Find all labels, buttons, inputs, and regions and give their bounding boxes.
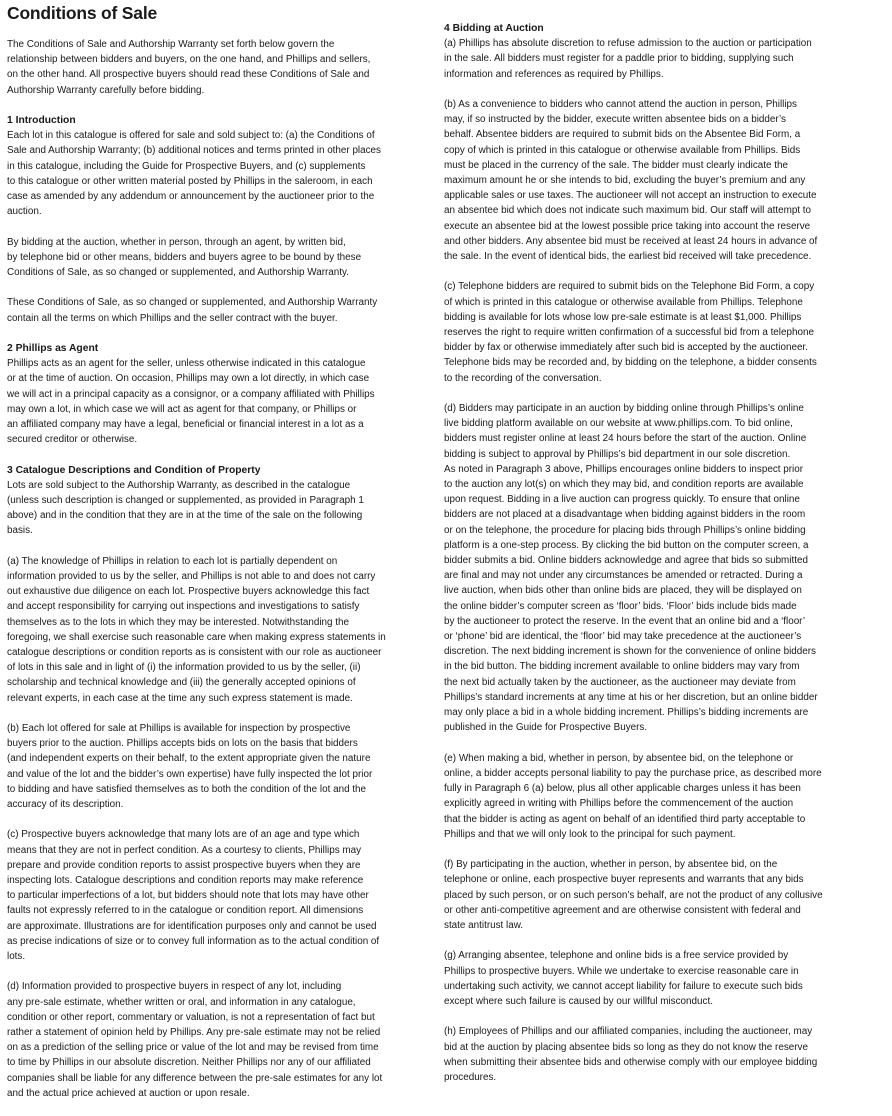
clause-paragraph: (a) The knowledge of Phillips in relation to each lot is partially dependent on information provided to us by the seller, and Phillips is not able to and does not carry out exhaustive due diligence on each lot. Prospective buyers acknowledge this fact and accept responsibility for carrying out inspections and investigations to satisfy themselves as to the lots in which they may be interested. Notwithstanding the foregoing, we shall exercise such reasonable care when making express statements in catalogue descriptions or condition reports as is consistent with our role as auctioneer of lots in this sale and in light of (i) the information provided to us by the seller, (ii) scholarship and technical knowledge and (iii) the generally accepted opinions of relevant experts, in each case at the time any such express statement is made. [7,555,386,704]
section-heading: 1 Introduction [7,115,76,126]
section-paragraph: These Conditions of Sale, as so changed or supplemented, and Authorship Warranty contain all the terms on which Phillips and the seller contract with the buyer. [7,297,378,324]
clause-paragraph: (g) Arranging absentee, telephone and online bids is a free service provided by Phillips to prospective buyers. While we undertake to exercise reasonable care in undertaking such activity, we cannot accept liability for failure to execute such bids except where such failure is caused by our willful misconduct. [444,950,803,1007]
clause-paragraph: (h) Employees of Phillips and our affiliated companies, including the auctioneer, may bid at the auction by placing absentee bids so long as they do not know the reserve when submitting their absentee bids and otherwise comply with our employee bidding procedures. [444,1026,818,1083]
section-paragraph: Phillips acts as an agent for the seller, unless otherwise indicated in this catalogue or at the time of auction. On occasion, Phillips may own a lot directly, in which case we will act in a principal capacity as a consignor, or a company affiliated with Phillips may own a lot, in which case we will act as agent for that company, or Phillips or an affiliated company may have a legal, beneficial or financial interest in a lot as a secured creditor or otherwise. [7,358,375,446]
intro-paragraph: The Conditions of Sale and Authorship Warranty set forth below govern the relationship between bidders and buyers, on the one hand, and Phillips and sellers, on the other hand. All prospective buyers should read these Conditions of Sale and Authorship Warranty carefully before bidding. [7,39,371,96]
clause-paragraph: (a) Phillips has absolute discretion to refuse admission to the auction or participation in the sale. All bidders must register for a paddle prior to bidding, supplying such information and references as required by Phillips. [444,38,812,80]
section-heading: 4 Bidding at Auction [444,23,544,34]
right-column [444,21,864,1100]
section-heading: 3 Catalogue Descriptions and Condition of Property [7,464,261,476]
clause-paragraph: (b) Each lot offered for sale at Phillips is available for inspection by prospective buyers prior to the auction. Phillips accepts bids on lots on the basis that bidders (and independent experts on their behalf, to the extent appropriate given the nature and value of the lot and the bidder’s own expertise) have fully inspected the lot prior to bidding and have satisfied themselves as to both the condition of the lot and the accuracy of its description. [7,723,373,811]
section-paragraph: Each lot in this catalogue is offered for sale and sold subject to: (a) the Conditions of Sale and Authorship Warranty; (b) additional notices and terms printed in other places in this catalogue, including the Guide for Prospective Buyers, and (c) supplements to this catalogue or other written material posted by Phillips in the saleroom, in each case as amended by any addendum or announcement by the auctioneer prior to the auction. [7,130,381,218]
clause-paragraph: (d) Information provided to prospective buyers in respect of any lot, including any pre-sale estimate, whether written or oral, and information in any catalogue, condition or other report, commentary or valuation, is not a representation of fact but rather a statement of opinion held by Phillips. Any pre-sale estimate may not be relied on as a prediction of the selling price or value of the lot and may be revised from time to time by Phillips in our absolute discretion. Neither Phillips nor any of our affiliated companies shall be liable for any difference between the pre-sale estimates for any lot and the actual price achieved at auction or upon resale. [7,981,383,1099]
section-paragraph: Lots are sold subject to the Authorship Warranty, as described in the catalogue (unless such description is changed or supplemented, as provided in Paragraph 1 above) and in the condition that they are in at the time of the sale on the following basis. [7,479,364,537]
section-phillips-as-agent [7,341,425,447]
section-bidding-at-auction [444,21,864,1085]
clause-paragraph: (f) By participating in the auction, whether in person, by absentee bid, on the telephone or online, each prospective buyer represents and warrants that any bids placed by such person, or on such person’s behalf, are not the product of any collusive or other anti-competitive agreement and are otherwise consistent with federal and state antitrust law. [444,859,823,931]
clause-paragraph: (b) As a convenience to bidders who cannot attend the auction in person, Phillips may, if so instructed by the bidder, execute written absentee bids on a bidder’s behalf. Absentee bidders are required to submit bids on the Absentee Bid Form, a copy of which is printed in this catalogue or otherwise available from Phillips. Bids must be placed in the currency of the sale. The bidder must clearly indicate the maximum amount he or she intends to bid, excluding the buyer’s premium and any applicable sales or use taxes. The auctioneer will not accept an instruction to execute an absentee bid which does not indicate such maximum bid. Our staff will attempt to execute an absentee bid at the lowest possible price taking into account the reserve and other bidders. Any absentee bid must be received at least 24 hours in advance of the sale. In the event of identical bids, the earliest bid received will take precedence. [444,99,818,263]
clause-paragraph: (d) Bidders may participate in an auction by bidding online through Phillips’s online live bidding platform available on our website at www.phillips.com. To bid online, bidders must register online at least 24 hours before the start of the auction. Online bidding is subject to approval by Phillips’s bid department in our sole discretion. As noted in Paragraph 3 above, Phillips encourages online bidders to inspect prior to the auction any lot(s) on which they may bid, and condition reports are available upon request. Bidding in a live auction can progress quickly. To ensure that online bidders are not placed at a disadvantage when bidding against bidders in the room or on the telephone, the procedure for placing bids through Phillips’s online bidding platform is a one-step process. By clicking the bid button on the computer screen, a bidder submits a bid. Online bidders acknowledge and agree that bids so submitted are final and may not under any circumstances be amended or retracted. During a live auction, when bids other than online bids are placed, they will be displayed on the online bidder’s computer screen as ‘floor’ bids. ‘Floor’ bids include bids made by the auctioneer to protect the reserve. In the event that an online bid and a ‘floor’ or ‘phone’ bid are identical, the ‘floor’ bid may take precedence at the auctioneer’s discretion. The next bidding increment is shown for the convenience of online bidders in the bid button. The bidding increment available to online bidders may vary from the next bid actually taken by the auctioneer, as the auctioneer may deviate from Phillips’s standard increments at any time at his or her discretion, but an online bidder may only place a bid in a whole bidding increment. Phillips’s bidding increments are published in the Guide for Prospective Buyers. [444,403,818,734]
section-introduction [7,113,425,326]
page-title: Conditions of Sale [7,3,158,23]
left-column [7,37,425,1116]
section-paragraph: By bidding at the auction, whether in person, through an agent, by written bid, by telephone bid or other means, bidders and buyers agree to be bound by these Conditions of Sale, as so changed or supplemented, and Authorship Warranty. [7,236,362,279]
clause-paragraph: (c) Prospective buyers acknowledge that many lots are of an age and type which means that they are not in perfect condition. As a courtesy to clients, Phillips may prepare and provide condition reports to assist prospective buyers when they are inspecting lots. Catalogue descriptions and condition reports may make reference to particular imperfections of a lot, but bidders should note that lots may have other faults not expressly referred to in the catalogue or condition report. All dimensions are approximate. Illustrations are for identification purposes only and cannot be used as precise indications of size or to convey full information as to the actual condition of lots. [7,829,380,963]
section-heading: 2 Phillips as Agent [7,343,99,354]
section-catalogue-descriptions [7,463,425,1101]
clause-paragraph: (e) When making a bid, whether in person, by absentee bid, on the telephone or online, a bidder accepts personal liability to pay the purchase price, as described more fully in Paragraph 6 (a) below, plus all other applicable charges unless it has been explicitly agreed in writing with Phillips before the commencement of the auction that the bidder is acting as agent on behalf of an identified third party acceptable to Phillips and that we will only look to the principal for such payment. [444,752,822,840]
clause-paragraph: (c) Telephone bidders are required to submit bids on the Telephone Bid Form, a copy of which is printed in this catalogue or otherwise available from Phillips. Telephone bidding is available for lots whose low pre-sale estimate is at least $1,000. Phillips reserves the right to require written confirmation of a successful bid from a telephone bidder by fax or otherwise immediately after such bid is accepted by the auctioneer. Telephone bids may be recorded and, by bidding on the telephone, a bidder consents to the recording of the conversation. [444,281,817,384]
